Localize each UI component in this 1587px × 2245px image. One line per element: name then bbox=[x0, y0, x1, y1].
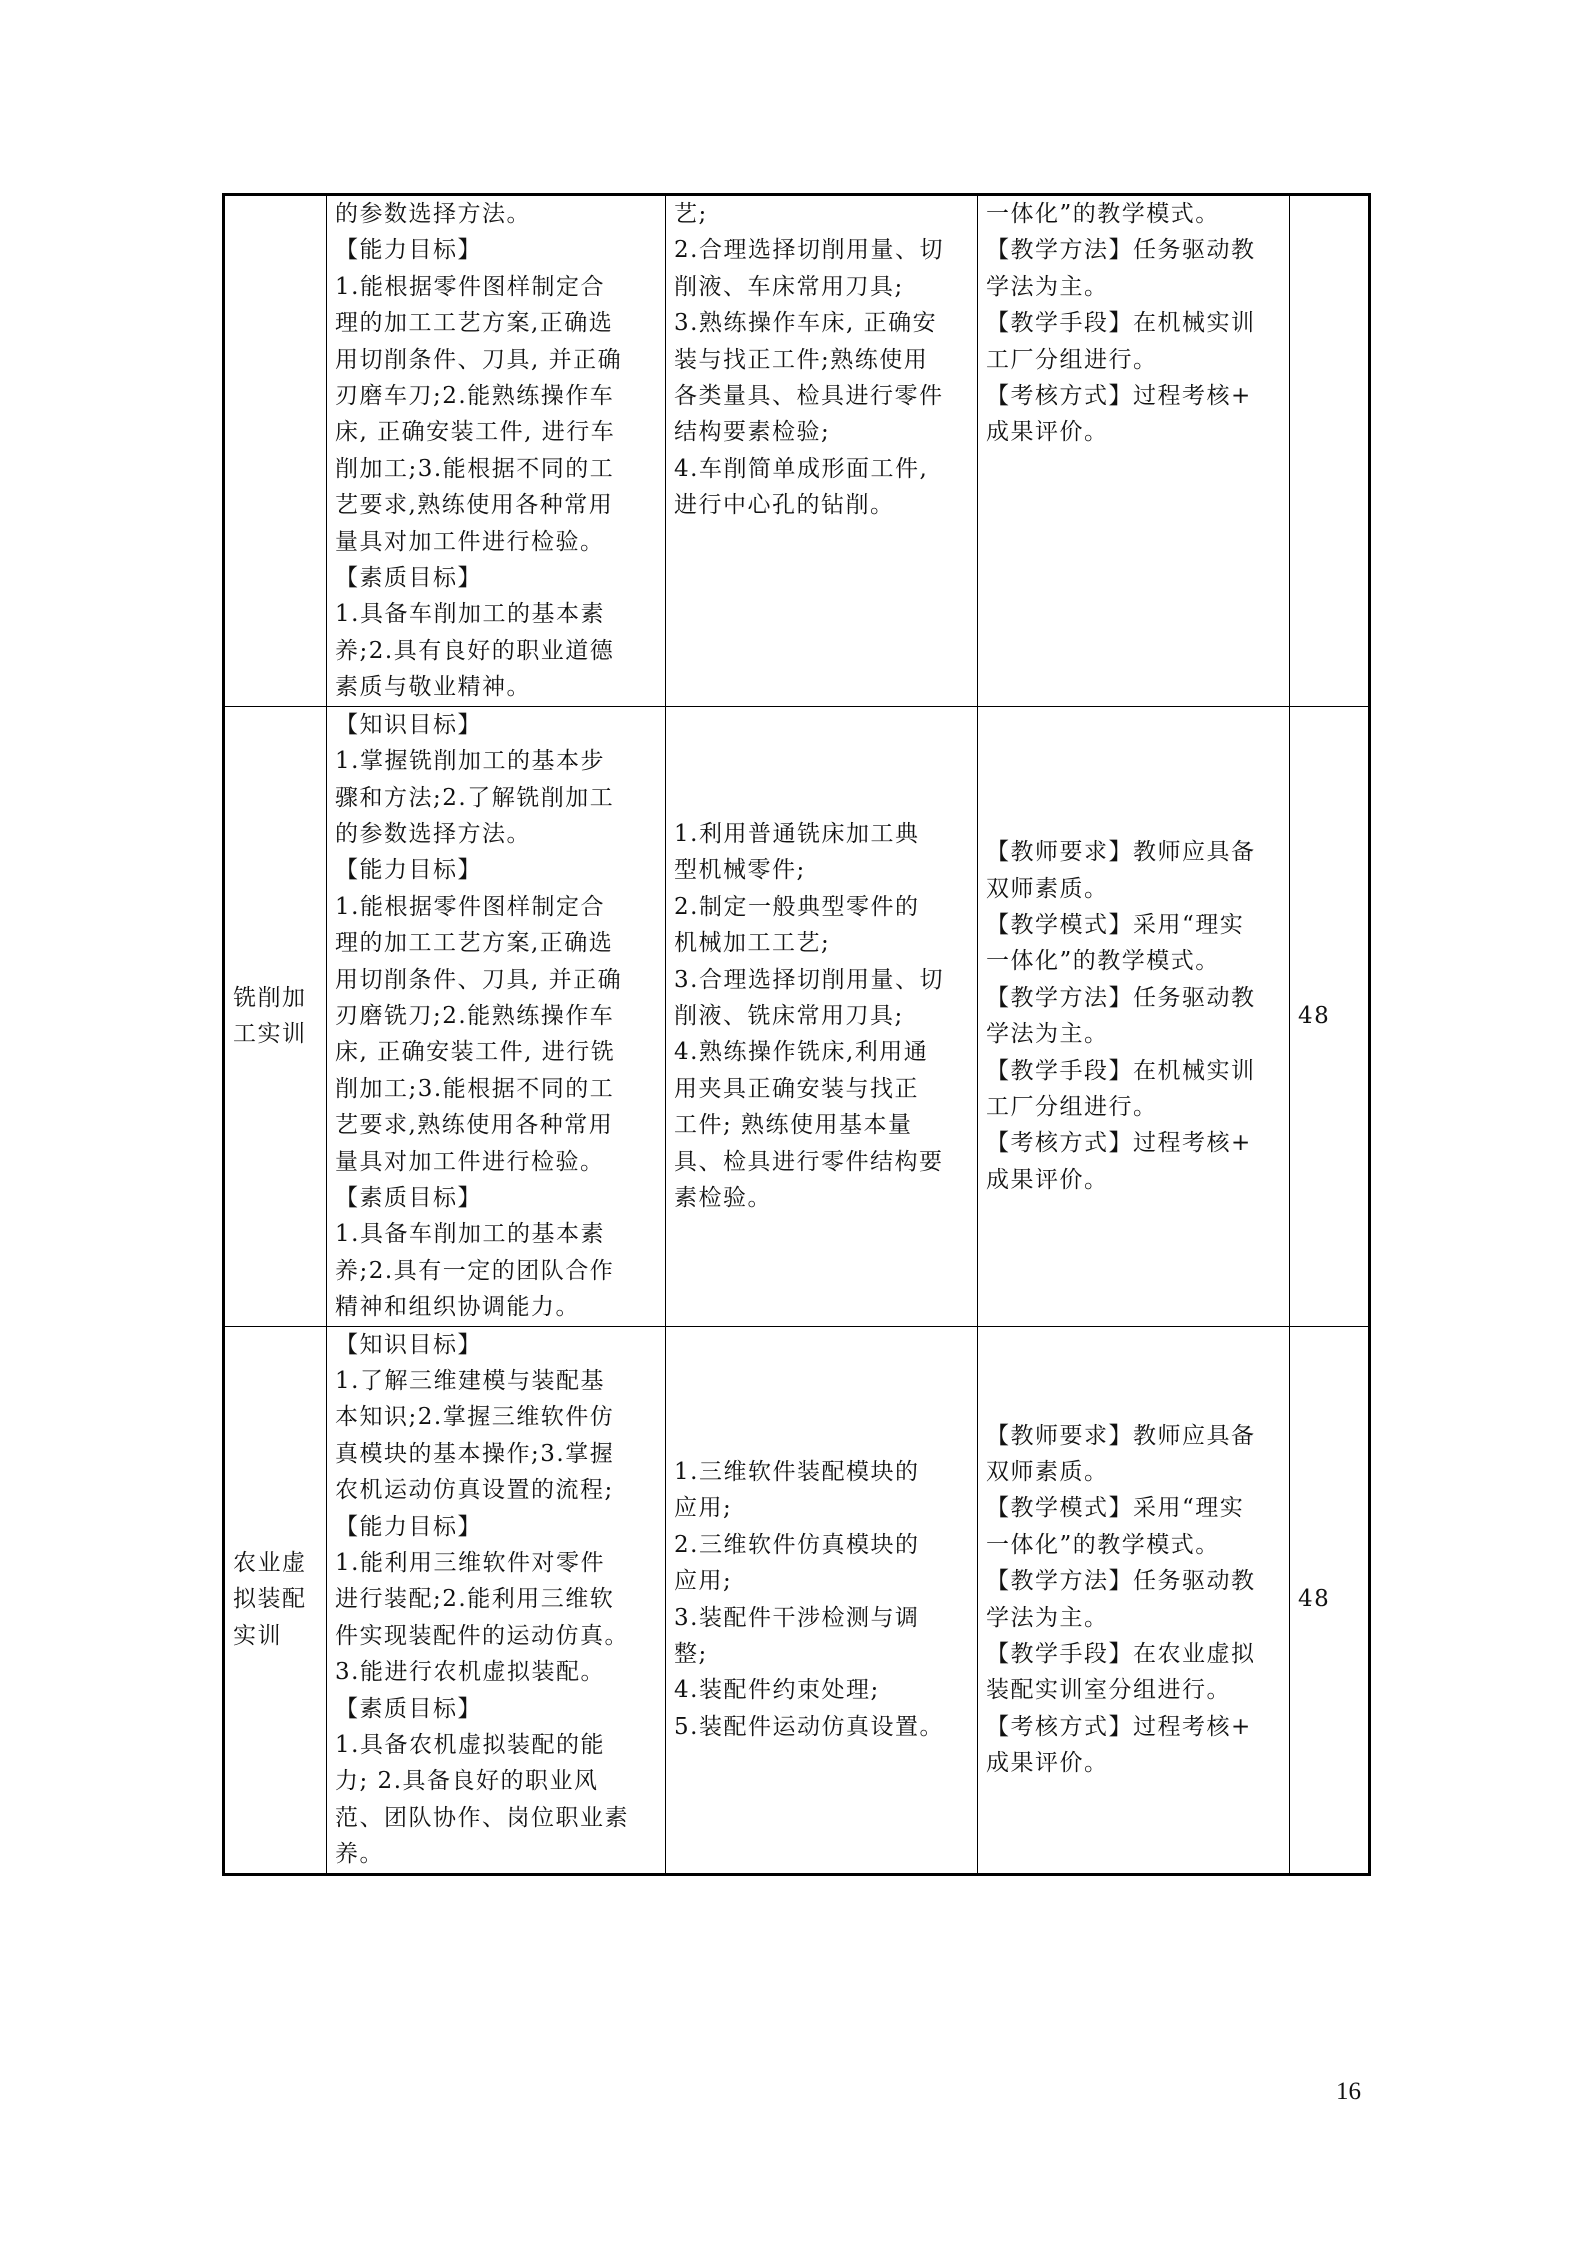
text-line: 4.熟练操作铣床,利用通 bbox=[674, 1039, 929, 1066]
text-line: 1.三维软件装配模块的 bbox=[674, 1459, 920, 1486]
text-line: 素质与敬业精神。 bbox=[335, 674, 531, 701]
text-line: 【教师要求】教师应具备 bbox=[986, 839, 1256, 866]
text-line: 床, 正确安装工件, 进行铣 bbox=[335, 1039, 616, 1066]
text-line: 工实训 bbox=[233, 1021, 307, 1048]
text-line: 的参数选择方法。 bbox=[335, 820, 531, 847]
text-line: 【能力目标】 bbox=[335, 237, 482, 264]
text-line: 【教学方法】任务驱动教 bbox=[986, 1568, 1256, 1595]
text-line: 2.三维软件仿真模块的 bbox=[674, 1531, 920, 1558]
text-line: 进行中心孔的钻削。 bbox=[674, 492, 895, 519]
requirements-cell bbox=[978, 195, 1290, 707]
text-line: 养。 bbox=[335, 1841, 384, 1868]
text-line: 结构要素检验; bbox=[674, 419, 831, 446]
text-line: 各类量具、检具进行零件 bbox=[674, 383, 944, 410]
text-line: 削加工;3.能根据不同的工 bbox=[335, 455, 615, 482]
text-line: 1.具备车削加工的基本素 bbox=[335, 601, 605, 628]
text-line: 型机械零件; bbox=[674, 857, 806, 884]
text-line: 4.装配件约束处理; bbox=[674, 1677, 880, 1704]
text-line: 【教学模式】采用“理实 bbox=[986, 911, 1245, 938]
text-line: 【知识目标】 bbox=[335, 711, 482, 738]
text-line: 艺要求,熟练使用各种常用 bbox=[335, 1112, 614, 1139]
text-line: 铣削加 bbox=[233, 984, 307, 1011]
text-line: 刃磨车刀;2.能熟练操作车 bbox=[335, 383, 615, 410]
text-line: 【教学方法】任务驱动教 bbox=[986, 984, 1256, 1011]
content-cell bbox=[666, 195, 978, 707]
text-line: 5.装配件运动仿真设置。 bbox=[674, 1713, 944, 1740]
text-line: 【知识目标】 bbox=[335, 1331, 482, 1358]
course-table bbox=[222, 193, 1371, 1876]
text-line: 削液、铣床常用刀具; bbox=[674, 1002, 904, 1029]
content-cell bbox=[666, 706, 978, 1326]
text-line: 养;2.具有一定的团队合作 bbox=[335, 1257, 615, 1284]
text-line: 2.合理选择切削用量、切 bbox=[674, 237, 944, 264]
course-name-cell bbox=[224, 195, 327, 707]
text-line: 一体化”的教学模式。 bbox=[986, 948, 1220, 975]
page-number: 16 bbox=[1336, 2078, 1361, 2105]
text-line: 【能力目标】 bbox=[335, 1513, 482, 1540]
text-line: 应用; bbox=[674, 1568, 733, 1595]
text-line: 机械加工工艺; bbox=[674, 930, 831, 957]
text-line: 【素质目标】 bbox=[335, 565, 482, 592]
text-line: 精神和组织协调能力。 bbox=[335, 1294, 580, 1321]
table-row bbox=[224, 195, 1370, 707]
text-line: 艺; bbox=[674, 201, 708, 227]
text-line: 量具对加工件进行检验。 bbox=[335, 1148, 605, 1175]
text-line: 【考核方式】过程考核+ bbox=[986, 1130, 1252, 1157]
objectives-cell bbox=[327, 195, 666, 707]
text-line: 【能力目标】 bbox=[335, 857, 482, 884]
text-line: 3.合理选择切削用量、切 bbox=[674, 966, 944, 993]
text-line: 进行装配;2.能利用三维软 bbox=[335, 1586, 615, 1613]
text-line: 工厂分组进行。 bbox=[986, 1093, 1158, 1120]
course-name-cell bbox=[224, 1326, 327, 1874]
text-line: 实训 bbox=[233, 1622, 282, 1649]
text-line: 【素质目标】 bbox=[335, 1695, 482, 1722]
text-line: 1.具备车削加工的基本素 bbox=[335, 1221, 605, 1248]
text-line: 1.了解三维建模与装配基 bbox=[335, 1368, 605, 1394]
text-line: 削加工;3.能根据不同的工 bbox=[335, 1075, 615, 1102]
text-line: 范、团队协作、岗位职业素 bbox=[335, 1804, 629, 1831]
text-line: 【考核方式】过程考核+ bbox=[986, 1713, 1252, 1740]
text-line: 整; bbox=[674, 1641, 708, 1668]
text-line: 拟装配 bbox=[233, 1586, 307, 1613]
text-line: 一体化”的教学模式。 bbox=[986, 201, 1220, 227]
text-line: 应用; bbox=[674, 1495, 733, 1522]
text-line: 理的加工工艺方案,正确选 bbox=[335, 930, 614, 957]
text-line: 本知识;2.掌握三维软件仿 bbox=[335, 1404, 615, 1431]
text-line: 【教学手段】在农业虚拟 bbox=[986, 1641, 1256, 1668]
objectives-cell bbox=[327, 1326, 666, 1874]
table-row bbox=[224, 1326, 1370, 1874]
hours-cell: 48 bbox=[1290, 706, 1370, 1326]
text-line: 2.制定一般典型零件的 bbox=[674, 893, 920, 920]
text-line: 力; 2.具备良好的职业风 bbox=[335, 1768, 599, 1795]
text-line: 一体化”的教学模式。 bbox=[986, 1531, 1220, 1558]
course-name-cell bbox=[224, 706, 327, 1326]
text-line: 理的加工工艺方案,正确选 bbox=[335, 310, 614, 337]
requirements-cell bbox=[978, 1326, 1290, 1874]
objectives-cell bbox=[327, 706, 666, 1326]
hours-cell: 48 bbox=[1290, 1326, 1370, 1874]
text-line: 1.利用普通铣床加工典 bbox=[674, 820, 920, 847]
text-line: 农机运动仿真设置的流程; bbox=[335, 1477, 614, 1504]
text-line: 成果评价。 bbox=[986, 1166, 1109, 1193]
text-line: 3.能进行农机虚拟装配。 bbox=[335, 1659, 605, 1686]
text-line: 1.能利用三维软件对零件 bbox=[335, 1550, 605, 1577]
text-line: 【教学手段】在机械实训 bbox=[986, 310, 1256, 337]
text-line: 双师素质。 bbox=[986, 875, 1109, 902]
text-line: 【素质目标】 bbox=[335, 1184, 482, 1211]
text-line: 【教师要求】教师应具备 bbox=[986, 1422, 1256, 1449]
text-line: 的参数选择方法。 bbox=[335, 201, 531, 227]
text-line: 1.能根据零件图样制定合 bbox=[335, 273, 605, 300]
text-line: 用切削条件、刀具, 并正确 bbox=[335, 346, 623, 373]
text-line: 4.车削简单成形面工件, bbox=[674, 455, 929, 482]
text-line: 【考核方式】过程考核+ bbox=[986, 383, 1252, 410]
text-line: 用夹具正确安装与找正 bbox=[674, 1075, 919, 1102]
hours-cell bbox=[1290, 195, 1370, 707]
text-line: 学法为主。 bbox=[986, 1604, 1109, 1631]
text-line: 工厂分组进行。 bbox=[986, 346, 1158, 373]
text-line: 3.装配件干涉检测与调 bbox=[674, 1604, 920, 1631]
text-line: 床, 正确安装工件, 进行车 bbox=[335, 419, 616, 446]
text-line: 装配实训室分组进行。 bbox=[986, 1677, 1231, 1704]
table-row bbox=[224, 706, 1370, 1326]
text-line: 1.能根据零件图样制定合 bbox=[335, 893, 605, 920]
text-line: 成果评价。 bbox=[986, 1750, 1109, 1777]
text-line: 工件; 熟练使用基本量 bbox=[674, 1112, 913, 1139]
text-line: 刃磨铣刀;2.能熟练操作车 bbox=[335, 1002, 615, 1029]
text-line: 用切削条件、刀具, 并正确 bbox=[335, 966, 623, 993]
text-line: 1.具备农机虚拟装配的能 bbox=[335, 1732, 605, 1759]
text-line: 【教学手段】在机械实训 bbox=[986, 1057, 1256, 1084]
text-line: 学法为主。 bbox=[986, 1021, 1109, 1048]
text-line: 具、检具进行零件结构要 bbox=[674, 1148, 944, 1175]
text-line: 件实现装配件的运动仿真。 bbox=[335, 1622, 629, 1649]
text-line: 成果评价。 bbox=[986, 419, 1109, 446]
requirements-cell bbox=[978, 706, 1290, 1326]
content-cell bbox=[666, 1326, 978, 1874]
text-line: 【教学模式】采用“理实 bbox=[986, 1495, 1245, 1522]
text-line: 装与找正工件;熟练使用 bbox=[674, 346, 929, 373]
text-line: 素检验。 bbox=[674, 1184, 772, 1211]
text-line: 骤和方法;2.了解铣削加工 bbox=[335, 784, 615, 811]
text-line: 【教学方法】任务驱动教 bbox=[986, 237, 1256, 264]
text-line: 双师素质。 bbox=[986, 1459, 1109, 1486]
text-line: 削液、车床常用刀具; bbox=[674, 273, 904, 300]
text-line: 学法为主。 bbox=[986, 273, 1109, 300]
text-line: 农业虚 bbox=[233, 1550, 307, 1577]
text-line: 真模块的基本操作;3.掌握 bbox=[335, 1440, 615, 1467]
text-line: 量具对加工件进行检验。 bbox=[335, 528, 605, 555]
text-line: 养;2.具有良好的职业道德 bbox=[335, 637, 615, 664]
text-line: 1.掌握铣削加工的基本步 bbox=[335, 748, 605, 775]
text-line: 艺要求,熟练使用各种常用 bbox=[335, 492, 614, 519]
text-line: 3.熟练操作车床, 正确安 bbox=[674, 310, 938, 337]
